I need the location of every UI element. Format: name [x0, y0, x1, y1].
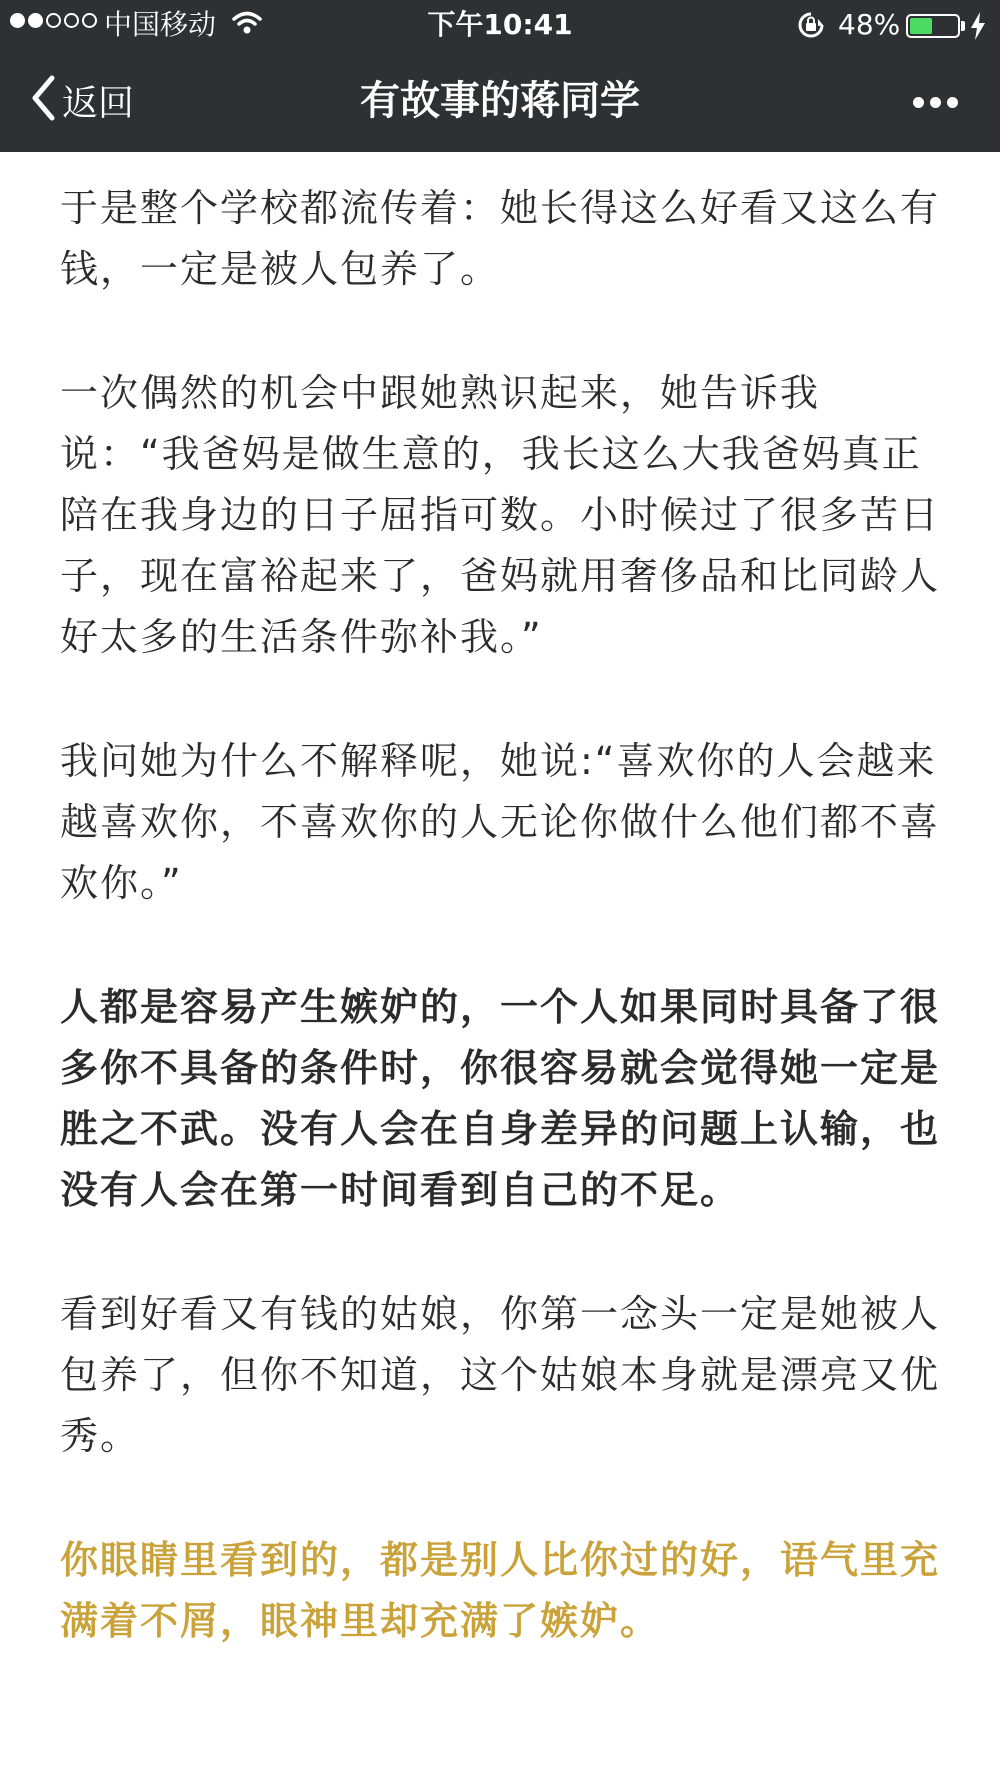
article-paragraph: 看到好看又有钱的姑娘，你第一念头一定是她被人包养了，但你不知道，这个姑娘本身就是漂亮又优秀。 — [60, 1292, 941, 1458]
status-bar — [0, 0, 1000, 50]
rotation-lock-icon — [796, 10, 826, 47]
article-paragraph-highlight: 你眼睛里看到的，都是别人比你过的好，语气里充满着不屑，眼神里却充满了嫉妒。 — [60, 1538, 941, 1643]
ellipsis-icon — [913, 97, 924, 108]
more-options-button[interactable] — [900, 82, 970, 122]
battery-percentage: 48% — [838, 8, 901, 41]
carrier-name: 中国移动 — [104, 8, 217, 41]
status-time: 下午10:41 — [427, 8, 573, 41]
battery-icon — [906, 14, 960, 38]
ellipsis-icon — [930, 97, 941, 108]
battery-level-fill — [910, 18, 932, 34]
battery-tip — [961, 21, 965, 31]
page-title: 有故事的蒋同学 — [360, 78, 640, 124]
article-paragraph: 于是整个学校都流传着：她长得这么好看又这么有钱，一定是被人包养了。 — [60, 186, 941, 291]
nav-bar — [0, 56, 1000, 146]
charging-bolt-icon — [970, 12, 986, 47]
article-paragraph-bold: 人都是容易产生嫉妒的，一个人如果同时具备了很多你不具备的条件时，你很容易就会觉得她一定是胜之不武。没有人会在自身差异的问题上认输，也没有人会在第一时间看到自己的不足。 — [60, 985, 941, 1212]
ellipsis-icon — [947, 97, 958, 108]
article-paragraph: 一次偶然的机会中跟她熟识起来，她告诉我说：“我爸妈是做生意的，我长这么大我爸妈真正陪在我身边的日子屈指可数。小时候过了很多苦日子，现在富裕起来了，爸妈就用奢侈品和比同龄人好太多的生活条件弥补我。” — [60, 371, 941, 659]
article-paragraph: 我问她为什么不解释呢，她说:“喜欢你的人会越来越喜欢你，不喜欢你的人无论你做什么他们都不喜欢你。” — [60, 739, 941, 905]
back-label: 返回 — [62, 82, 135, 124]
top-bar — [0, 0, 1000, 152]
article-body — [60, 178, 940, 1715]
